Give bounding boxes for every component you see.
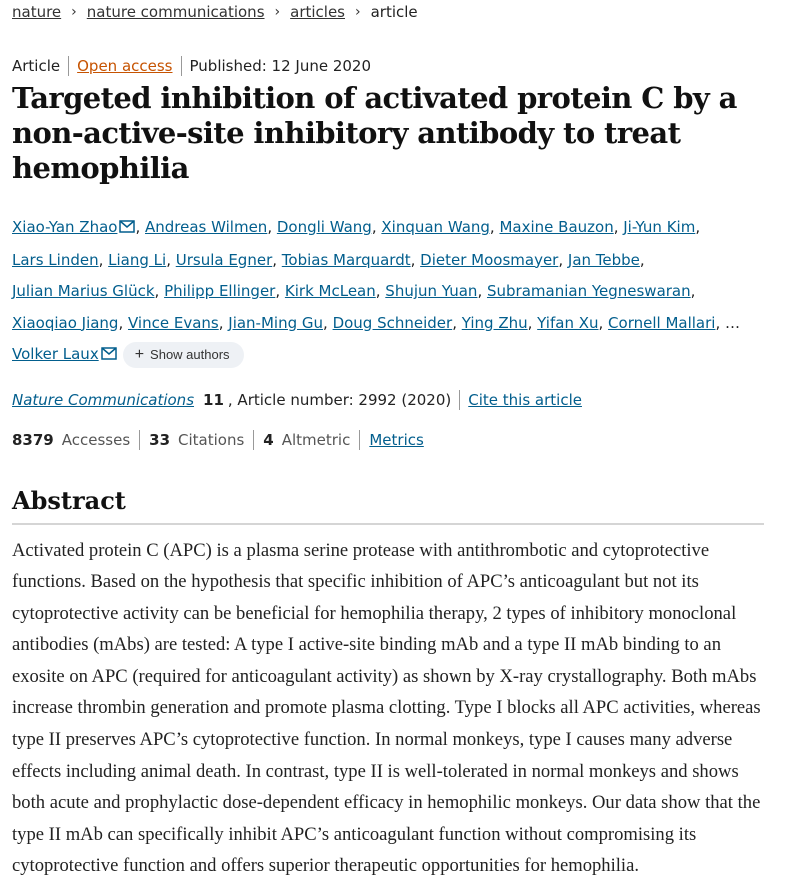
accesses-label: Accesses <box>62 431 130 449</box>
author-name: Xiaoqiao Jiang <box>12 314 118 332</box>
article-meta <box>12 56 778 76</box>
breadcrumb-nature[interactable]: nature <box>12 3 61 21</box>
author-link[interactable] <box>499 218 613 236</box>
author-link[interactable] <box>128 314 219 332</box>
author-name: Jian-Ming Gu <box>228 314 323 332</box>
author-link[interactable] <box>537 314 598 332</box>
author-name: Dieter Moosmayer <box>420 251 558 269</box>
article-title: Targeted inhibition of activated protein C by a non-active-site inhibitory antibody to treat hemophilia <box>12 81 778 186</box>
author-name: Lars Linden <box>12 251 99 269</box>
author-link[interactable] <box>12 314 118 332</box>
author-link[interactable] <box>385 282 477 300</box>
article-number: , Article number: 2992 (2020) <box>228 391 451 409</box>
author-link[interactable] <box>381 218 490 236</box>
journal-link[interactable]: Nature Communications <box>12 391 194 409</box>
author-link[interactable] <box>487 282 691 300</box>
author-link[interactable] <box>285 282 376 300</box>
author-link[interactable] <box>282 251 411 269</box>
show-authors-label: Show authors <box>150 347 230 362</box>
author-link[interactable] <box>420 251 558 269</box>
chevron-right-icon: › <box>275 4 281 20</box>
author-name: Subramanian Yegneswaran <box>487 282 691 300</box>
author-link[interactable] <box>462 314 528 332</box>
author-name: Andreas Wilmen <box>145 218 267 236</box>
author-name: Jan Tebbe <box>568 251 640 269</box>
author-link[interactable] <box>12 218 135 236</box>
divider <box>68 56 69 76</box>
citation-line <box>12 390 778 410</box>
author-name: Ying Zhu <box>462 314 528 332</box>
author-name: Philipp Ellinger <box>164 282 275 300</box>
author-list: Xiao-Yan Zhao , Andreas Wilmen, Dongli Wang, Xinquan Wang, Maxine Bauzon, Ji-Yun Kim, Lars Linden, Liang Li, Ursula Egner, Tobias Marquardt, Dieter Moosmayer, Jan Tebbe, Julian Marius Glück, Philipp Ellinger, Kirk McLean, Shujun Yuan, Subramanian Yegneswaran, Xiaoqiao Jiang, Vince Evans, Jian-Ming Gu, Doug Schneider, Ying Zhu, Yifan Xu, Cornell Mallari, … Volker Laux + Show authors <box>12 212 778 372</box>
author-name: Ji-Yun Kim <box>623 218 695 236</box>
volume: 11 <box>203 391 224 409</box>
author-name: Kirk McLean <box>285 282 376 300</box>
author-link[interactable] <box>12 282 155 300</box>
divider <box>139 430 140 450</box>
divider <box>253 430 254 450</box>
open-access-link[interactable]: Open access <box>77 57 172 75</box>
author-link[interactable] <box>12 345 117 363</box>
altmetric-label: Altmetric <box>282 431 351 449</box>
abstract-heading: Abstract <box>12 486 764 525</box>
altmetric-count: 4 <box>263 431 273 449</box>
breadcrumb-articles[interactable]: articles <box>290 3 345 21</box>
show-authors-button[interactable] <box>123 342 244 368</box>
chevron-right-icon: › <box>71 4 77 20</box>
author-link[interactable] <box>108 251 166 269</box>
breadcrumb-current: article <box>371 3 418 21</box>
plus-icon: + <box>135 346 144 364</box>
author-link[interactable] <box>145 218 267 236</box>
author-name: Xiao-Yan Zhao <box>12 218 117 236</box>
accesses-count: 8379 <box>12 431 54 449</box>
author-link[interactable] <box>228 314 323 332</box>
author-link[interactable] <box>176 251 273 269</box>
abstract-text: Activated protein C (APC) is a plasma serine protease with antithrombotic and cytoprotective functions. Based on the hypothesis that specific inhibition of APC’s anticoagulant but not its cytoprotective activity can be beneficial for hemophilia therapy, 2 types of inhibitory monoclonal antibodies (mAbs) are tested: A type I active-site binding mAb and a type II mAb binding to an exosite on APC (required for anticoagulant activity) as shown by X-ray crystallography. Both mAbs increase thrombin generation and promote plasma clotting. Type I blocks all APC activities, whereas type II preserves APC’s cytoprotective function. In normal monkeys, type I causes many adverse effects including animal death. In contrast, type II is well-tolerated in normal monkeys and shows both acute and prophylactic dose-dependent efficacy in hemophilic monkeys. Our data show that the type II mAb can specifically inhibit APC’s anticoagulant function without compromising its cytoprotective function and offers superior therapeutic opportunities for hemophilia. <box>12 535 772 882</box>
author-name: Yifan Xu <box>537 314 598 332</box>
breadcrumb <box>12 0 778 24</box>
author-link[interactable] <box>568 251 640 269</box>
citations-count: 33 <box>149 431 170 449</box>
divider <box>181 56 182 76</box>
author-name: Cornell Mallari <box>608 314 715 332</box>
authors-ellipsis: … <box>725 314 740 332</box>
mail-icon[interactable] <box>101 340 117 372</box>
author-link[interactable] <box>277 218 372 236</box>
article-metrics <box>12 430 778 450</box>
author-name: Liang Li <box>108 251 166 269</box>
author-name: Julian Marius Glück <box>12 282 155 300</box>
author-name: Xinquan Wang <box>381 218 490 236</box>
divider <box>359 430 360 450</box>
author-name: Ursula Egner <box>176 251 273 269</box>
author-name: Dongli Wang <box>277 218 372 236</box>
author-name: Tobias Marquardt <box>282 251 411 269</box>
published-date: Published: 12 June 2020 <box>190 57 372 75</box>
article-type: Article <box>12 57 60 75</box>
cite-this-article-link[interactable]: Cite this article <box>468 391 582 409</box>
citations-label: Citations <box>178 431 244 449</box>
author-name: Doug Schneider <box>333 314 453 332</box>
divider <box>459 390 460 410</box>
breadcrumb-nature-communications[interactable]: nature communications <box>87 3 265 21</box>
author-name: Shujun Yuan <box>385 282 477 300</box>
metrics-link[interactable]: Metrics <box>369 431 423 449</box>
author-link[interactable] <box>608 314 715 332</box>
mail-icon[interactable] <box>119 213 135 245</box>
author-name: Volker Laux <box>12 345 99 363</box>
author-link[interactable] <box>12 251 99 269</box>
author-name: Vince Evans <box>128 314 219 332</box>
chevron-right-icon: › <box>355 4 361 20</box>
author-link[interactable] <box>623 218 695 236</box>
author-link[interactable] <box>333 314 453 332</box>
author-link[interactable] <box>164 282 275 300</box>
author-name: Maxine Bauzon <box>499 218 613 236</box>
